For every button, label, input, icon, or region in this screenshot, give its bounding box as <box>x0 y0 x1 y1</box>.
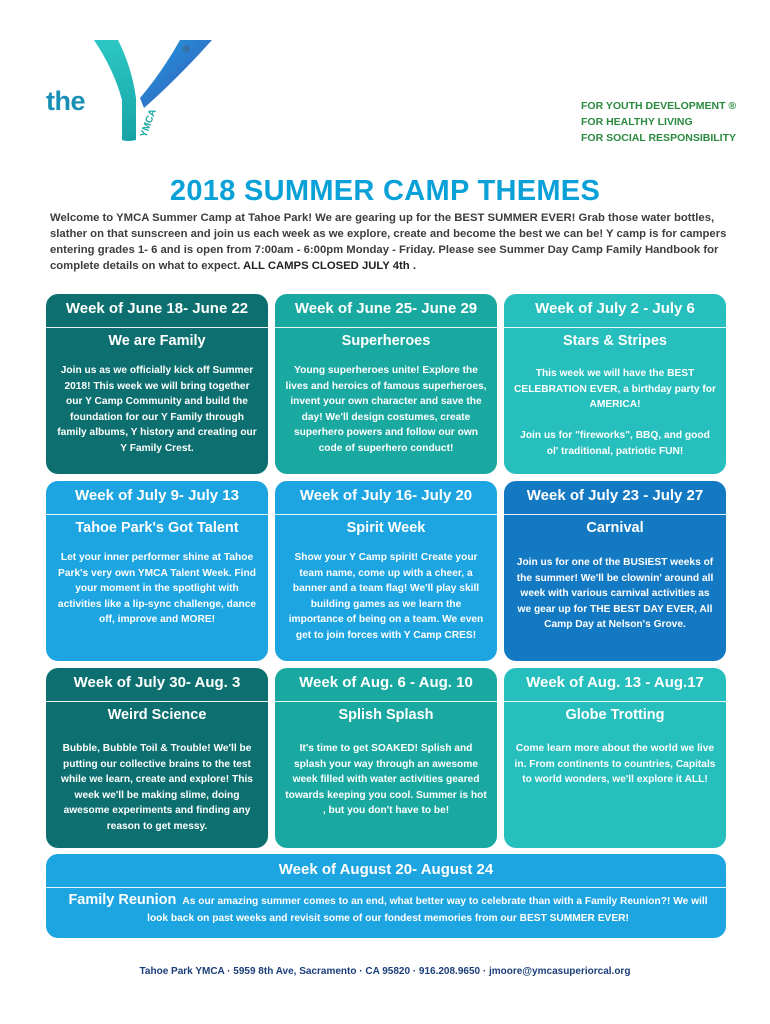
week-description: Let your inner performer shine at Tahoe Park's very own YMCA Talent Week. Find your moment in the spotlight with activities like a lip-sync challenge, dance off, improve and MORE! <box>57 552 257 625</box>
week-description: Bubble, Bubble Toil & Trouble! We'll be putting our collective brains to the test while we learn, create and explore! This week we'll be making slime, doing awesome experiments and finding any reason to get messy. <box>61 743 253 832</box>
divider <box>504 327 726 328</box>
week-description: Join us as we officially kick off Summer 2018! This week we will bring together our Y Camp Community and build the foundation for our Y Family through family albums, Y history and creating our Y Family Crest. <box>57 365 257 454</box>
week-theme: Weird Science <box>107 707 207 723</box>
week-theme: Carnival <box>586 520 644 536</box>
week-description: Young superheroes unite! Explore the lives and heroics of famous superheroes, invent your own character and save the day! We'll design costumes, create superhero powers and follow our own code of superhero conduct! <box>285 365 487 454</box>
week-card-7 <box>46 668 268 848</box>
week-card-9 <box>504 668 726 848</box>
week-theme: Superheroes <box>341 333 431 349</box>
registered-mark: ® <box>183 44 190 54</box>
week-card-3 <box>504 294 726 474</box>
week-dates: Week of July 23 - July 27 <box>526 487 704 504</box>
final-week-theme: Family Reunion <box>68 892 177 908</box>
week-card-6 <box>504 481 726 661</box>
week-description: It's time to get SOAKED! Splish and splash your way through an awesome week filled with water activities geared towards keeping you cool. Summer is hot , but you don't have to be! <box>285 743 487 816</box>
week-theme: Spirit Week <box>346 520 426 536</box>
week-description: Join us for one of the BUSIEST weeks of the summer! We'll be clownin' around all week with various carnival activities as we gear up for THE BEST DAY EVER, All Camp Day at Nelson's Grove. <box>516 557 714 630</box>
week-card-5 <box>275 481 497 661</box>
divider <box>504 514 726 515</box>
week-dates: Week of July 30- Aug. 3 <box>73 674 241 691</box>
week-theme: We are Family <box>108 333 206 349</box>
week-dates: Week of July 2 - July 6 <box>535 300 695 317</box>
logo-the-text: the <box>46 86 85 116</box>
week-card-8 <box>275 668 497 848</box>
tagline-social: FOR SOCIAL RESPONSIBILITY <box>581 132 736 144</box>
final-week-description: As our amazing summer comes to an end, what better way to celebrate than with a Family Reunion?! We will look back on past weeks and revisit some of our fondest memories from our BEST SUMMER EVER! <box>147 896 708 924</box>
week-dates: Week of Aug. 6 - Aug. 10 <box>299 674 473 691</box>
week-card-4 <box>46 481 268 661</box>
final-week-banner <box>46 854 726 938</box>
ymca-logo <box>40 38 190 148</box>
week-dates: Week of June 18- June 22 <box>65 300 249 317</box>
week-description: This week we will have the BEST CELEBRATION EVER, a birthday party for AMERICA! Join us for "fireworks", BBQ, and good ol' traditional, patriotic FUN! <box>514 368 716 457</box>
divider <box>275 514 497 515</box>
divider <box>46 701 268 702</box>
week-dates: Week of June 25- June 29 <box>294 300 478 317</box>
intro-paragraph <box>50 210 730 274</box>
final-week-dates: Week of August 20- August 24 <box>278 861 494 878</box>
taglines <box>581 98 736 146</box>
ymca-y-icon <box>92 38 222 148</box>
week-card-1 <box>46 294 268 474</box>
week-theme: Stars & Stripes <box>563 333 667 349</box>
week-description: Show your Y Camp spirit! Create your team name, come up with a cheer, a banner and a team flag! We'll play skill building games as we learn the importance of being on a team. We even get to join forces with Y Camp CRES! <box>288 552 484 641</box>
tagline-health: FOR HEALTHY LIVING <box>581 116 693 128</box>
tagline-youth: FOR YOUTH DEVELOPMENT ® <box>581 100 737 112</box>
week-dates: Week of Aug. 13 - Aug.17 <box>526 674 704 691</box>
footer-contact: Tahoe Park YMCA · 5959 8th Ave, Sacramento · CA 95820 · 916.208.9650 · jmoore@ymcasuperiorcal.org <box>139 966 631 977</box>
week-dates: Week of July 9- July 13 <box>75 487 239 504</box>
week-dates: Week of July 16- July 20 <box>299 487 473 504</box>
week-description: Come learn more about the world we live in. From continents to countries, Capitals to world wonders, we'll explore it ALL! <box>514 743 716 785</box>
divider <box>46 887 726 888</box>
week-theme: Splish Splash <box>338 707 434 723</box>
divider <box>275 701 497 702</box>
week-theme: Tahoe Park's Got Talent <box>75 520 239 536</box>
logo-ymca-text: YMCA <box>138 107 159 140</box>
page-title: 2018 SUMMER CAMP THEMES <box>169 175 601 207</box>
divider <box>504 701 726 702</box>
week-theme: Globe Trotting <box>565 707 665 723</box>
divider <box>46 327 268 328</box>
week-card-2 <box>275 294 497 474</box>
final-week-body <box>60 892 716 927</box>
divider <box>275 327 497 328</box>
intro-text: Welcome to YMCA Summer Camp at Tahoe Park! We are gearing up for the BEST SUMMER EVER! Grab those water bottles, slather on that sunscreen and join us each week as we explore, create and become the best we can be! Y camp is for campers entering grades 1- 6 and is open from 7:00am - 6:00pm Monday - Friday. Please see Summer Day Camp Family Handbook for complete details on what to expect. <box>50 212 727 272</box>
closed-notice: ALL CAMPS CLOSED JULY 4th . <box>242 260 416 272</box>
divider <box>46 514 268 515</box>
